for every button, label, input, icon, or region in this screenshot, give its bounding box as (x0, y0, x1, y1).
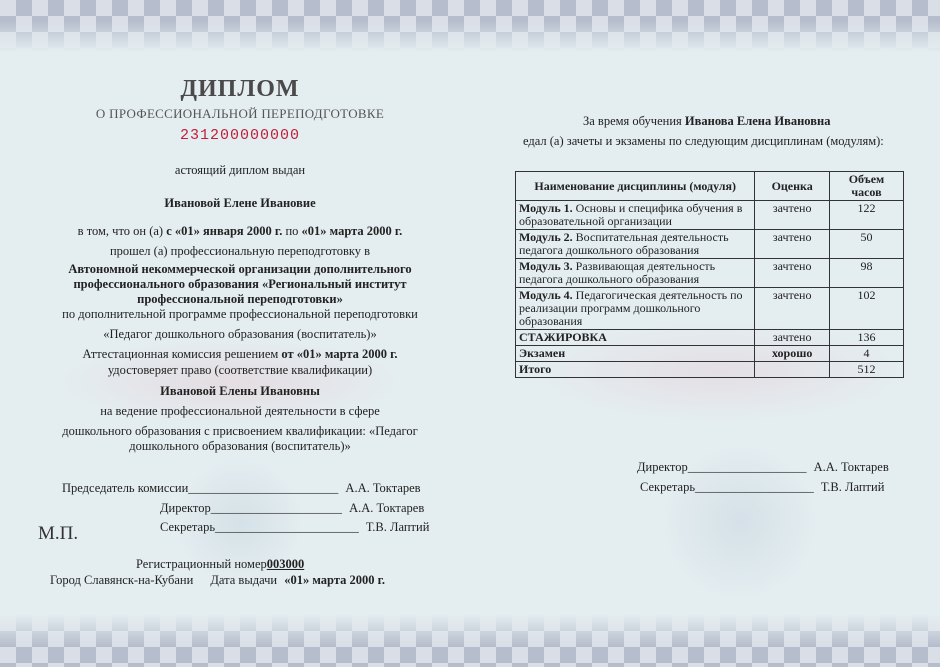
header-grade: Оценка (755, 172, 830, 201)
module-title: Педагогическая деятельность по реализации программ дошкольного образования (519, 288, 743, 328)
exam-grade: хорошо (755, 346, 830, 362)
registration-line (136, 557, 304, 572)
period-mid: по (282, 224, 302, 238)
student-name: Иванова Елена Ивановна (684, 114, 831, 128)
director-label: Директор (160, 501, 211, 515)
chair-underline: ________________________ (188, 481, 339, 495)
qualification-line-1: дошкольного образования с присвоением квалификации: «Педагог (62, 424, 418, 438)
right-secretary-signature-line (640, 480, 884, 495)
module-number: Модуль 3. (519, 259, 573, 273)
discipline-cell (516, 259, 755, 288)
exam-row (516, 346, 904, 362)
right-director-label: Директор (637, 460, 688, 474)
diploma-subtitle: О ПРОФЕССИОНАЛЬНОЙ ПЕРЕПОДГОТОВКЕ (95, 106, 385, 121)
internship-hours: 136 (829, 330, 903, 346)
chair-signature-line (62, 481, 421, 496)
chair-name: А.А. Токтарев (345, 481, 421, 495)
module-title: Основы и специфика обучения в образовательной организации (519, 201, 743, 228)
grade-cell: зачтено (755, 201, 830, 230)
internship-label: СТАЖИРОВКА (516, 330, 755, 346)
director-signature-line (160, 501, 424, 516)
city: Город Славянск-на-Кубани (50, 573, 194, 587)
discipline-cell (516, 288, 755, 330)
program-name: «Педагог дошкольного образования (воспитатель)» (103, 327, 377, 341)
grade-cell: зачтено (755, 230, 830, 259)
commission-date: от «01» марта 2000 г. (281, 347, 398, 361)
reg-number: 003000 (266, 557, 305, 571)
right-director-name: А.А. Токтарев (813, 460, 889, 474)
city-date-line (50, 573, 385, 588)
stamp-place: М.П. (38, 523, 79, 544)
hours-cell: 122 (829, 201, 903, 230)
total-row (516, 362, 904, 378)
program-line: по дополнительной программе профессиональной переподготовки (62, 307, 418, 321)
hours-cell: 50 (829, 230, 903, 259)
right-secretary-underline: ___________________ (695, 480, 814, 494)
right-secretary-label: Секретарь (640, 480, 696, 494)
exam-label: Экзамен (516, 346, 755, 362)
issue-label: Дата выдачи (210, 573, 278, 587)
table-row (516, 230, 904, 259)
total-hours: 512 (829, 362, 903, 378)
activity-line: на ведение профессиональной деятельности в сфере (100, 404, 380, 418)
right-director-underline: ___________________ (687, 460, 807, 474)
right-director-signature-line (637, 460, 889, 475)
bottom-border-fade (0, 615, 940, 667)
module-number: Модуль 2. (519, 230, 573, 244)
intro-line-2: едал (а) зачеты и экзамены по следующим дисциплинам (модулям): (523, 134, 884, 148)
hours-cell: 98 (829, 259, 903, 288)
module-title: Развивающая деятельность педагога дошкольного образования (519, 259, 716, 286)
study-period (20, 224, 460, 239)
secretary-signature-line (160, 520, 429, 535)
grade-cell: зачтено (755, 288, 830, 330)
discipline-cell (516, 201, 755, 230)
top-border-fade (0, 0, 940, 52)
module-number: Модуль 1. (519, 201, 573, 215)
intro-line (583, 114, 830, 129)
exam-hours: 4 (829, 346, 903, 362)
table-row (516, 201, 904, 230)
issue-date: «01» марта 2000 г. (284, 573, 386, 587)
period-start: с «01» января 2000 г. (166, 224, 283, 238)
org-line-1: Автономной некоммерческой организации дополнительного (68, 262, 412, 276)
table-header-row (516, 172, 904, 201)
intro-prefix: За время обучения (583, 114, 685, 128)
table-row (516, 288, 904, 330)
module-title: Воспитательная деятельность педагога дошкольного образования (519, 230, 729, 257)
table-row (516, 259, 904, 288)
issued-label: астоящий диплом выдан (174, 163, 306, 177)
recipient-dative: Ивановой Елене Ивановие (164, 196, 316, 210)
director-name: А.А. Токтарев (349, 501, 425, 515)
org-line-3: профессиональной переподготовки» (137, 292, 343, 306)
hours-cell: 102 (829, 288, 903, 330)
recipient-genitive: Ивановой Елены Ивановны (160, 384, 320, 398)
passed-line: прошел (а) профессиональную переподготовку в (109, 244, 371, 258)
period-prefix: в том, что он (а) (77, 224, 167, 238)
qualification-line-2: дошкольного образования (воспитатель)» (129, 439, 351, 453)
grade-cell: зачтено (755, 259, 830, 288)
internship-grade: зачтено (755, 330, 830, 346)
total-label: Итого (516, 362, 755, 378)
certifies-line: удостоверяет право (соответствие квалификации) (107, 363, 373, 377)
chair-label: Председатель комиссии (62, 481, 189, 495)
commission-line (20, 347, 460, 362)
org-line-2: профессионального образования «Региональный институт (73, 277, 407, 291)
total-grade (755, 362, 830, 378)
diploma-number: 231200000000 (179, 127, 301, 144)
secretary-name: Т.В. Лаптий (365, 520, 430, 534)
discipline-cell (516, 230, 755, 259)
commission-prefix: Аттестационная комиссия решением (82, 347, 282, 361)
header-discipline: Наименование дисциплины (модуля) (516, 172, 755, 201)
diploma-title: ДИПЛОМ (180, 76, 300, 102)
disciplines-table (515, 171, 904, 378)
secretary-underline: _______________________ (215, 520, 359, 534)
right-secretary-name: Т.В. Лаптий (820, 480, 885, 494)
period-end: «01» марта 2000 г. (301, 224, 403, 238)
internship-row (516, 330, 904, 346)
secretary-label: Секретарь (160, 520, 216, 534)
module-number: Модуль 4. (519, 288, 573, 302)
header-hours: Объем часов (829, 172, 903, 201)
director-underline: _____________________ (210, 501, 342, 515)
reg-label: Регистрационный номер (136, 557, 267, 571)
